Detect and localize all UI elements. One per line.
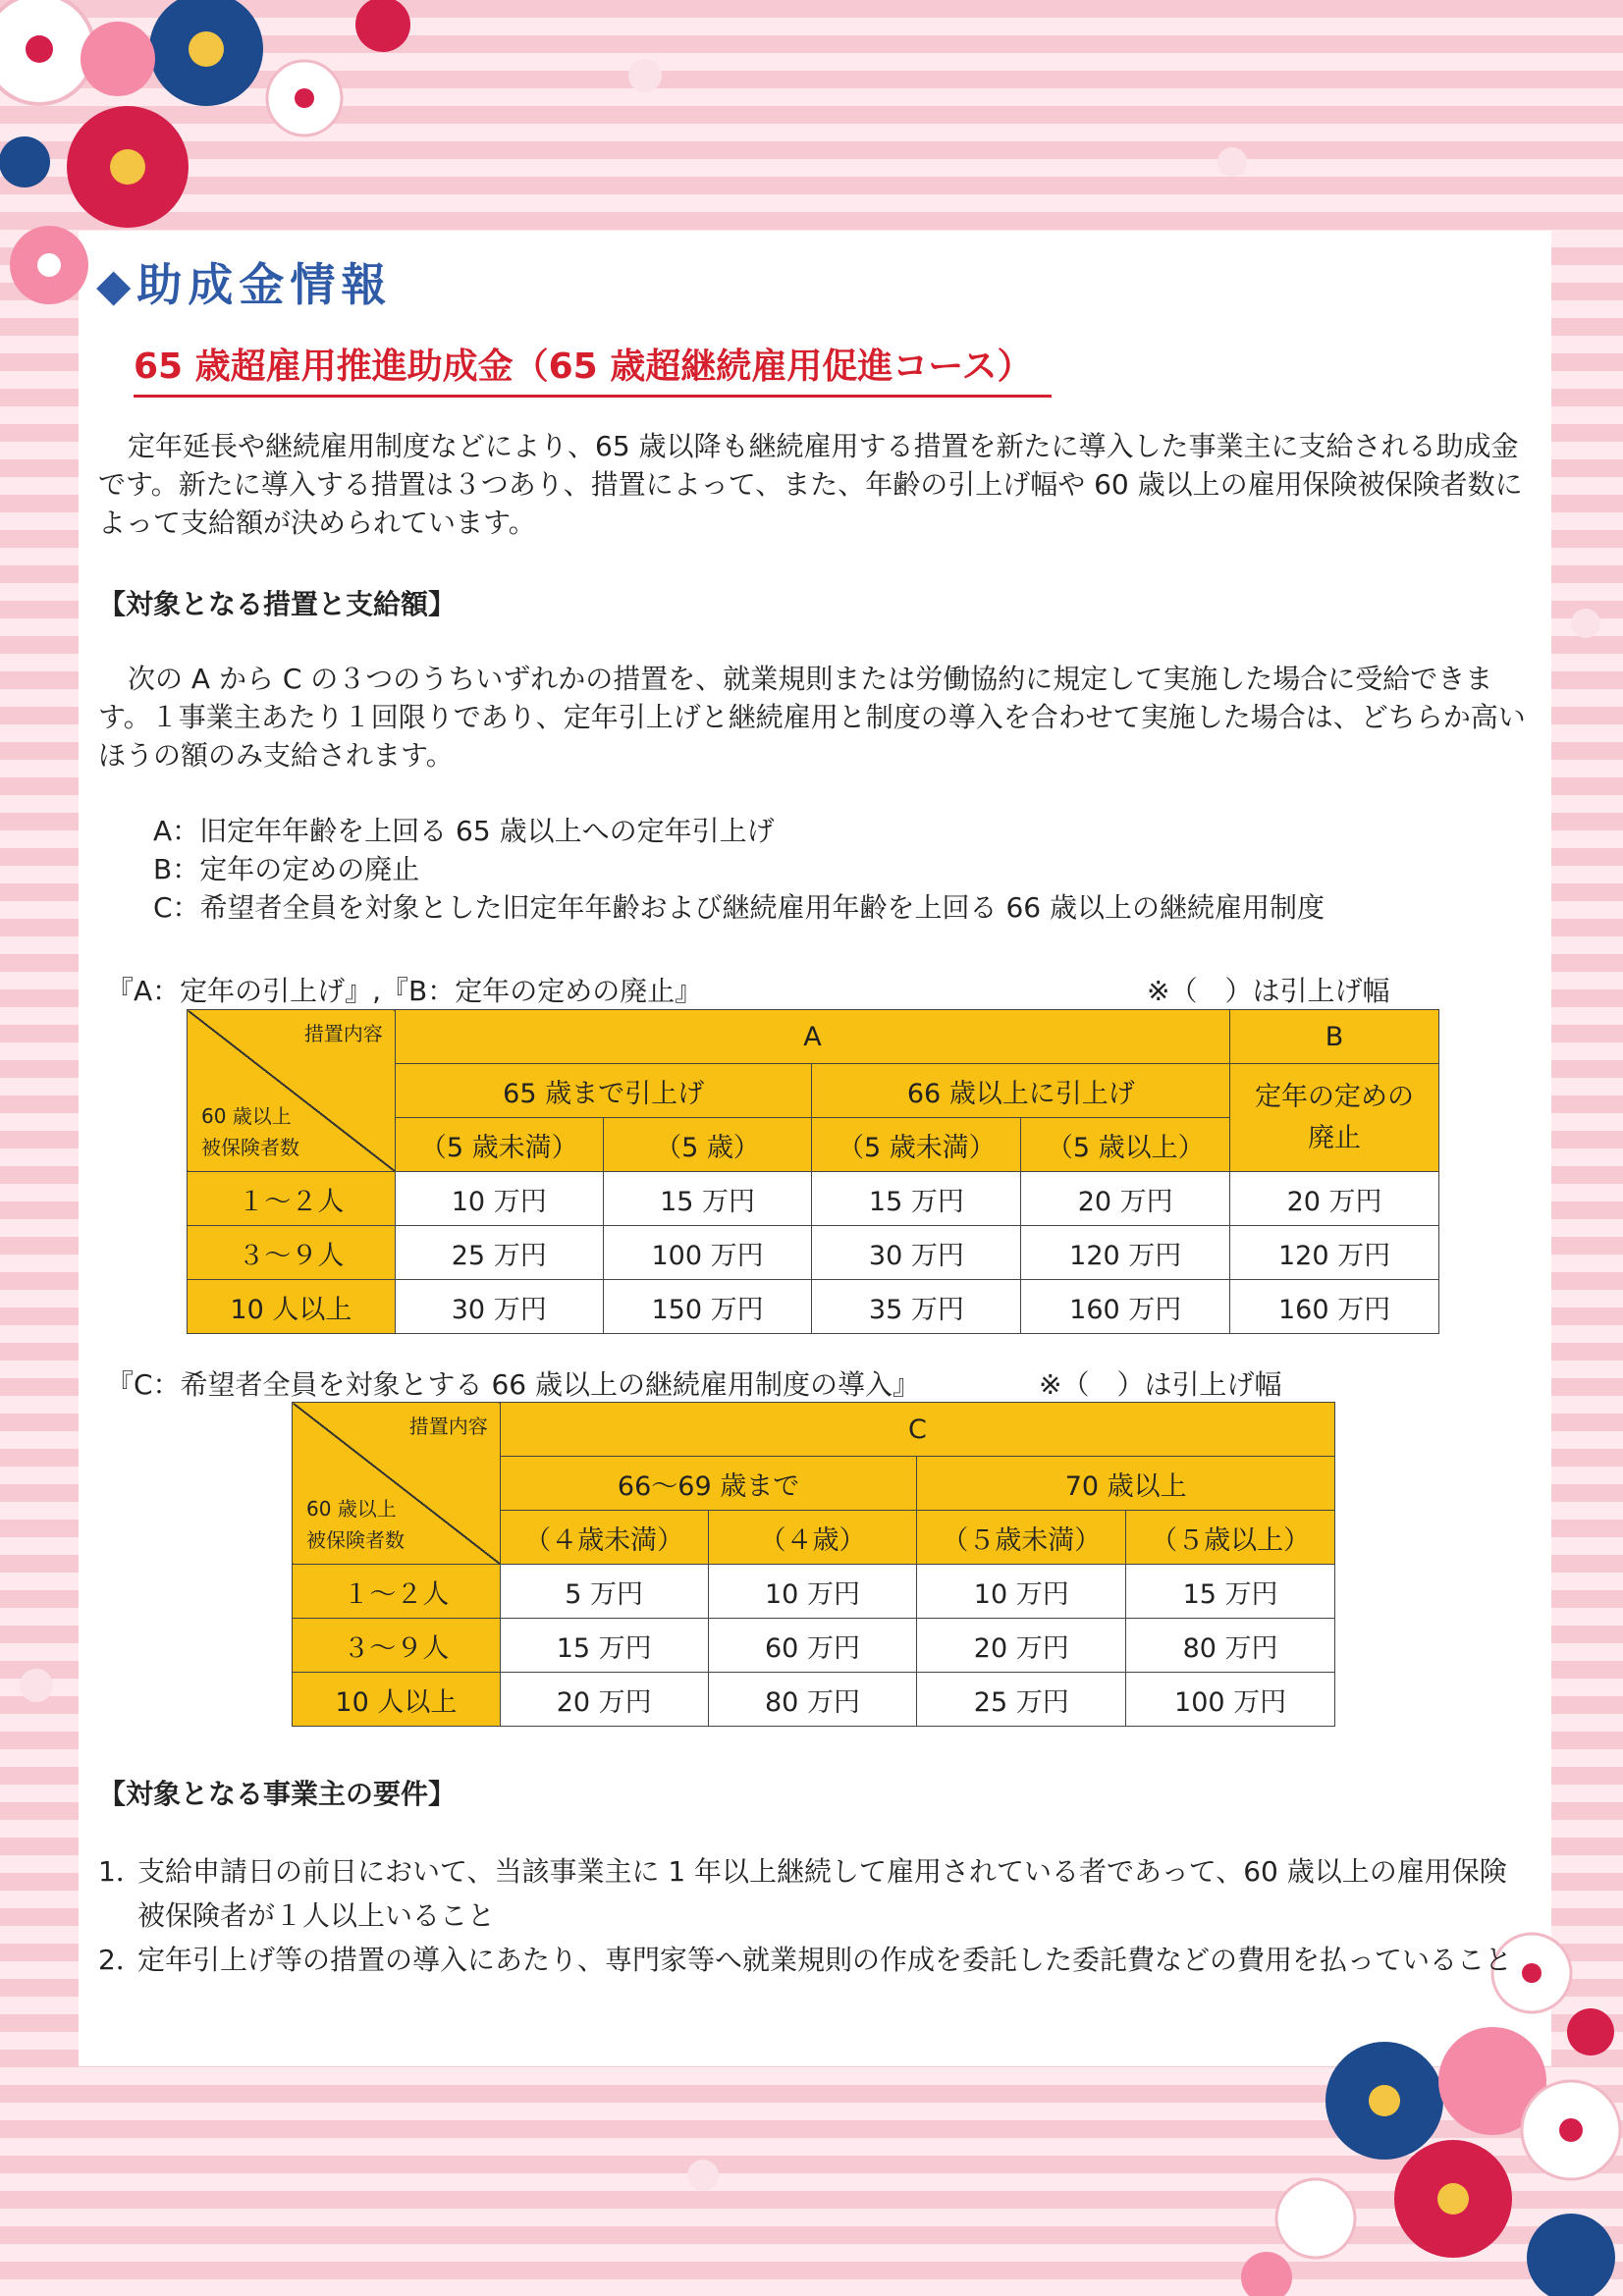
diamond-icon: ◆ xyxy=(96,258,137,311)
table2-col-header: （４歳未満） xyxy=(500,1511,708,1565)
table1-cell: 160 万円 xyxy=(1021,1280,1230,1334)
table2-group-c: C xyxy=(500,1403,1334,1457)
table1-sub-a1: 65 歳まで引上げ xyxy=(395,1064,812,1118)
table2-col-header: （５歳未満） xyxy=(917,1511,1126,1565)
table2-note: ※（ ）は引上げ幅 xyxy=(1039,1368,1282,1401)
table2-row-label: ３～９人 xyxy=(293,1619,501,1673)
measure-c: C：希望者全員を対象とした旧定年年齢および継続雇用年齢を上回る 66 歳以上の継続雇用制度 xyxy=(153,891,1325,924)
table2-corner-bottom xyxy=(306,1493,405,1556)
table1-corner-bottom-line2: 被保険者数 xyxy=(201,1136,299,1159)
table1-cell: 120 万円 xyxy=(1021,1226,1230,1280)
table1-b-label-text: 定年の定めの廃止 xyxy=(1255,1081,1415,1153)
table1-b-label xyxy=(1230,1064,1439,1172)
table2-cell: 80 万円 xyxy=(708,1673,917,1727)
table1-cell: 160 万円 xyxy=(1230,1280,1439,1334)
table1-col-header: （5 歳以上） xyxy=(1021,1118,1230,1172)
table1-cell: 100 万円 xyxy=(603,1226,812,1280)
table1-cell: 150 万円 xyxy=(603,1280,812,1334)
background-dot xyxy=(687,2160,719,2191)
requirement-number: 2． xyxy=(98,1944,143,1976)
measure-a: A：旧定年年齢を上回る 65 歳以上への定年引上げ xyxy=(153,815,775,847)
table-row xyxy=(293,1673,1335,1727)
table-row xyxy=(293,1565,1335,1619)
table1-col-header: （5 歳） xyxy=(603,1118,812,1172)
table1-col-header: （5 歳未満） xyxy=(812,1118,1021,1172)
table2-sub-c1: 66～69 歳まで xyxy=(500,1457,917,1511)
table2-cell: 10 万円 xyxy=(708,1565,917,1619)
table1-cell: 120 万円 xyxy=(1230,1226,1439,1280)
table2-cell: 20 万円 xyxy=(500,1673,708,1727)
table2-cell: 25 万円 xyxy=(917,1673,1126,1727)
table2-cell: 10 万円 xyxy=(917,1565,1126,1619)
table1-cell: 20 万円 xyxy=(1021,1172,1230,1226)
table-row xyxy=(188,1172,1439,1226)
table1-cell: 15 万円 xyxy=(603,1172,812,1226)
table2-col-header: （４歳） xyxy=(708,1511,917,1565)
table1-cell: 10 万円 xyxy=(395,1172,603,1226)
table1-row-label: １～２人 xyxy=(188,1172,396,1226)
background-dot xyxy=(628,59,662,92)
subsidy-subtitle: 65 歳超雇用推進助成金（65 歳超継続雇用促進コース） xyxy=(134,339,1052,398)
table1-group-b: B xyxy=(1230,1010,1439,1064)
table2-corner-bottom-line2: 被保険者数 xyxy=(306,1528,405,1552)
table1-row-label: ３～９人 xyxy=(188,1226,396,1280)
requirement-text: 支給申請日の前日において、当該事業主に 1 年以上継続して雇用されている者であって、60 歳以上の雇用保険被保険者が１人以上いること xyxy=(137,1855,1507,1932)
table1-corner-top: 措置内容 xyxy=(303,1022,383,1045)
table1-row-label: 10 人以上 xyxy=(188,1280,396,1334)
table1-corner-bottom xyxy=(201,1100,299,1163)
measures-heading: 【対象となる措置と支給額】 xyxy=(98,588,457,620)
measure-b: B：定年の定めの廃止 xyxy=(153,853,420,885)
table2-cell: 15 万円 xyxy=(1126,1565,1335,1619)
requirements-heading: 【対象となる事業主の要件】 xyxy=(98,1778,457,1810)
table2-cell: 5 万円 xyxy=(500,1565,708,1619)
list-item xyxy=(98,1849,1532,1938)
table2-corner-top: 措置内容 xyxy=(408,1415,488,1438)
subsidy-table-c xyxy=(292,1402,1335,1727)
subsidy-table-ab xyxy=(187,1009,1439,1334)
table2-sub-c2: 70 歳以上 xyxy=(917,1457,1335,1511)
table2-cell: 60 万円 xyxy=(708,1619,917,1673)
table1-group-a: A xyxy=(395,1010,1229,1064)
table2-cell: 100 万円 xyxy=(1126,1673,1335,1727)
requirements-list xyxy=(98,1849,1532,1982)
table-row xyxy=(188,1226,1439,1280)
table2-corner-bottom-line1: 60 歳以上 xyxy=(306,1497,397,1521)
background-dot xyxy=(20,1669,53,1702)
requirement-text: 定年引上げ等の措置の導入にあたり、専門家等へ就業規則の作成を委託した委託費などの費用を払っていること xyxy=(137,1944,1513,1976)
table-row xyxy=(188,1280,1439,1334)
table1-col-header: （5 歳未満） xyxy=(395,1118,603,1172)
table1-cell: 30 万円 xyxy=(812,1226,1021,1280)
table2-cell: 80 万円 xyxy=(1126,1619,1335,1673)
background-dot xyxy=(1571,609,1600,638)
table2-cell: 15 万円 xyxy=(500,1619,708,1673)
table2-row-label: 10 人以上 xyxy=(293,1673,501,1727)
requirement-number: 1． xyxy=(98,1855,143,1888)
intro-paragraph: 定年延長や継続雇用制度などにより、65 歳以降も継続雇用する措置を新たに導入した事業主に支給される助成金です。新たに導入する措置は３つあり、措置によって、また、年齢の引上げ幅や 60 歳以上の雇用保険被保険者数によって支給額が決められています。 xyxy=(98,430,1523,539)
section-title xyxy=(96,249,392,314)
table1-cell: 15 万円 xyxy=(812,1172,1021,1226)
table1-cell: 35 万円 xyxy=(812,1280,1021,1334)
table1-note: ※（ ）は引上げ幅 xyxy=(1147,975,1390,1007)
table2-caption: 『C：希望者全員を対象とする 66 歳以上の継続雇用制度の導入』 xyxy=(106,1368,920,1401)
list-item xyxy=(98,1938,1532,1982)
table2-corner-cell xyxy=(293,1403,501,1565)
table1-caption: 『A：定年の引上げ』,『B：定年の定めの廃止』 xyxy=(106,975,703,1007)
table1-sub-a2: 66 歳以上に引上げ xyxy=(812,1064,1230,1118)
section-title-text: 助成金情報 xyxy=(136,258,393,311)
table2-row-label: １～２人 xyxy=(293,1565,501,1619)
table1-cell: 25 万円 xyxy=(395,1226,603,1280)
table1-cell: 30 万円 xyxy=(395,1280,603,1334)
table2-cell: 20 万円 xyxy=(917,1619,1126,1673)
table1-cell: 20 万円 xyxy=(1230,1172,1439,1226)
table2-col-header: （５歳以上） xyxy=(1126,1511,1335,1565)
table1-corner-bottom-line1: 60 歳以上 xyxy=(201,1104,292,1128)
table1-corner-cell xyxy=(188,1010,396,1172)
background-dot xyxy=(1217,147,1247,177)
measures-intro-paragraph: 次の A から C の３つのうちいずれかの措置を、就業規則または労働協約に規定して実施した場合に受給できます。１事業主あたり１回限りであり、定年引上げと継続雇用と制度の導入を合わせて実施した場合は、どちらか高いほうの額のみ支給されます。 xyxy=(98,663,1526,772)
table-row xyxy=(293,1619,1335,1673)
